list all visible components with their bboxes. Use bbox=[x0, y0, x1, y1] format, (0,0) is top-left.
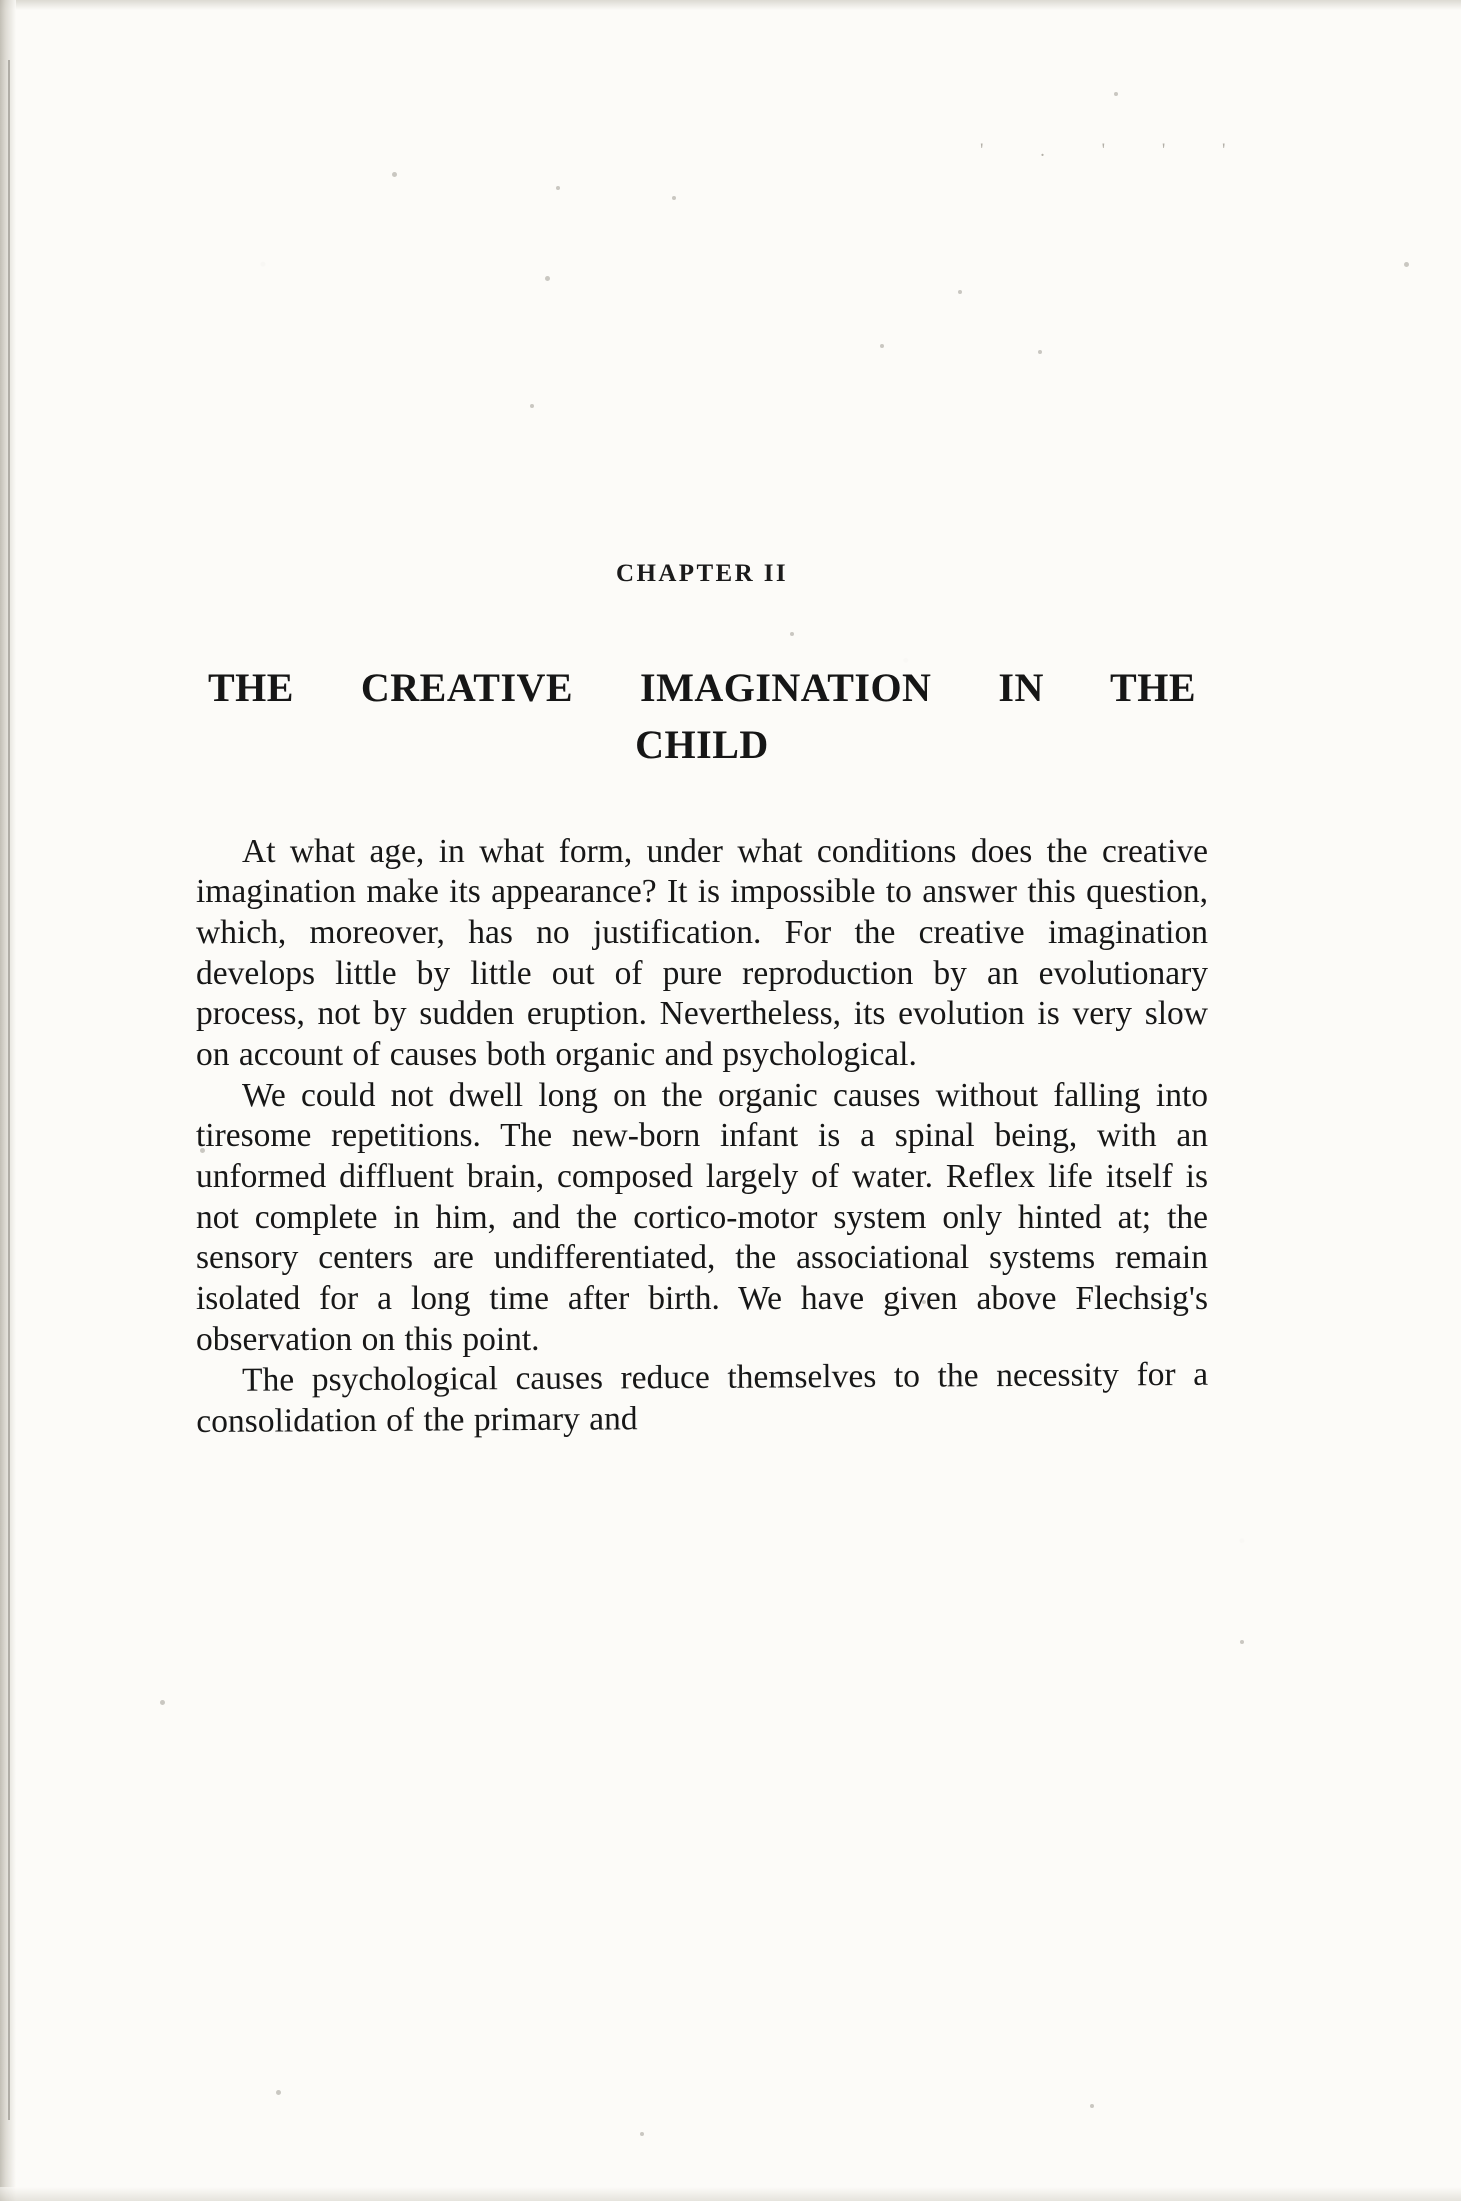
page-speck bbox=[545, 276, 550, 281]
page-speck bbox=[1404, 262, 1409, 267]
body-paragraph: The psychological causes reduce themselves to the necessity for a consolidation of the primary and bbox=[196, 1355, 1209, 1440]
page-speck bbox=[276, 2090, 281, 2095]
marginal-pencil-marks: ' . ' ' ' bbox=[980, 140, 1252, 161]
page-speck bbox=[672, 196, 676, 200]
page-speck bbox=[530, 404, 534, 408]
page-title bbox=[196, 660, 1208, 774]
page-speck bbox=[880, 344, 884, 348]
chapter-label: CHAPTER II bbox=[616, 560, 788, 587]
page-top-edge-shadow bbox=[0, 0, 1461, 10]
page-speck bbox=[556, 186, 560, 190]
page-speck bbox=[958, 290, 962, 294]
body-paragraph: At what age, in what form, under what conditions does the creative imagination make its appearance? It is impossible to answer this question, which, moreover, has no justification. For the creative imagination develops little by little out of pure reproduction by an evolutionary process, not by sudden eruption. Nevertheless, its evolution is very slow on account of causes both organic and psychological. bbox=[196, 832, 1208, 1074]
page-speck bbox=[1090, 2104, 1094, 2108]
page-speck bbox=[1240, 1640, 1244, 1644]
page-speck bbox=[392, 172, 397, 177]
page-title-line-1: THE CREATIVE IMAGINATION IN THE bbox=[208, 665, 1196, 710]
page-text-column bbox=[196, 560, 1208, 1442]
page-title-line-2: CHILD bbox=[635, 721, 769, 767]
page-bottom-edge-shadow bbox=[0, 2187, 1461, 2201]
page-speck bbox=[1038, 350, 1042, 354]
page-speck bbox=[1114, 92, 1118, 96]
page-left-edge-shadow bbox=[0, 0, 16, 2201]
page-speck bbox=[640, 2132, 644, 2136]
page-speck bbox=[160, 1700, 165, 1705]
body-paragraph: We could not dwell long on the organic causes without falling into tiresome repetitions. The new-born infant is a spinal being, with an unformed diffluent brain, composed largely of water. Reflex life itself is not complete in him, and the cortico-motor system only hinted at; the sensory centers are undifferentiated, the associational systems remain isolated for a long time after birth. We have given above Flechsig's observation on this point. bbox=[196, 1076, 1208, 1358]
